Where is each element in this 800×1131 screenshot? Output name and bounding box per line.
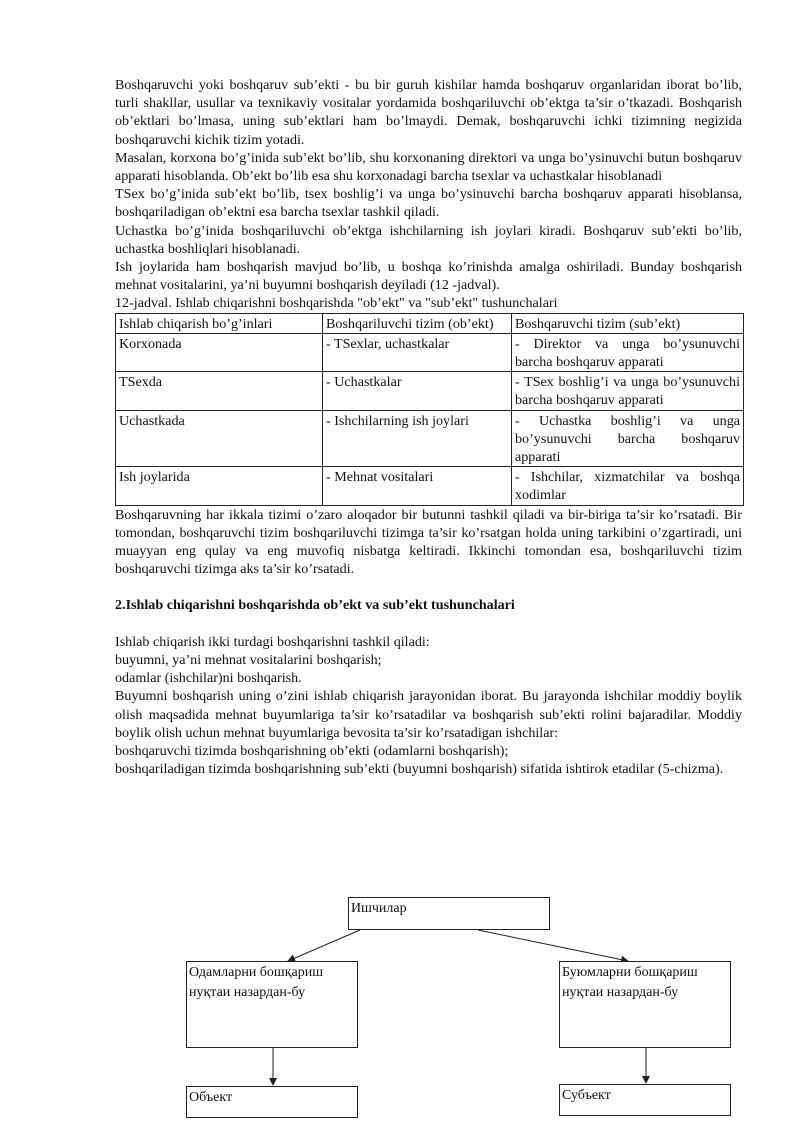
list-item: boshqaruvchi tizimda boshqarishning ob’ekti (odamlarni boshqarish); (115, 742, 509, 759)
box-people-management: Одамларни бошқариш нуқтаи назардан-бу (186, 961, 358, 1048)
table-cell: - Uchastkalar (323, 372, 512, 410)
box-subject: Субъект (559, 1084, 731, 1116)
table-caption: 12-jadval. Ishlab chiqarishni boshqarishda "ob’ekt" va "sub’ekt" tushunchalari (115, 295, 558, 312)
paragraph: Ishlab chiqarish ikki turdagi boshqarishni tashkil qiladi: (115, 633, 430, 650)
table-cell: - Uchastka boshlig’i va unga bo’ysunuvchi barcha boshqaruv apparati (512, 410, 744, 467)
table-cell: - TSexlar, uchastkalar (323, 333, 512, 371)
table-header-cell: Boshqariluvchi tizim (ob’ekt) (323, 313, 512, 333)
paragraph: Ish joylarida ham boshqarish mavjud bo’lib, u boshqa ko’rinishda amalga oshiriladi. Bunday boshqarish mehnat vositalarini, ya’ni buyumni boshqarish deyiladi (12 -jadval). (115, 259, 742, 294)
list-item: boshqariladigan tizimda boshqarishning sub’ekti (buyumni boshqarish) sifatida ishtirok etadilar (5-chizma). (115, 761, 724, 778)
paragraph: Uchastka bo’g’inida boshqariluvchi ob’ektga ishchilarning ish joylari kiradi. Boshqaruv sub’ekti bo’lib, uchastka boshliqlari hisoblanadi. (115, 222, 742, 257)
table-header-cell: Boshqaruvchi tizim (sub’ekt) (512, 313, 744, 333)
paragraph: Masalan, korxona bo’g’inida sub’ekt bo’lib, shu korxonaning direktori va unga bo’ysinuvchi butun boshqaruv apparati hisoblanda. Ob’ekt bo’lib esa shu korxonadagi barcha tsexlar va uchastkalar hisoblanadi (115, 149, 742, 185)
table-cell: Ish joylarida (116, 467, 323, 505)
table-cell: - TSex boshlig’i va unga bo’ysunuvchi barcha boshqaruv apparati (512, 372, 744, 410)
arrow-left (288, 930, 360, 961)
table-cell: TSexda (116, 372, 323, 410)
table-header-cell: Ishlab chiqarish bo’g’inlari (116, 313, 323, 333)
table-cell: - Ishchilar, xizmatchilar va boshqa xodimlar (512, 467, 744, 505)
list-item: buyumni, ya’ni mehnat vositalarini boshqarish; (115, 651, 382, 668)
table-cell: - Direktor va unga bo’ysunuvchi barcha boshqaruv apparati (512, 333, 744, 371)
list-item: odamlar (ishchilar)ni boshqarish. (115, 670, 302, 687)
paragraph: Buyumni boshqarish uning o’zini ishlab chiqarish jarayonidan iborat. Bu jarayonda ishchilar moddiy boylik olish maqsadida mehnat buyumlariga ta’sir ko’rsatadilar va boshqarish sub’ekti rolini bajaradilar. Moddiy boylik olish uchun mehnat buyumlariga bevosita ta’sir ko’rsatadigan ishchilar: (115, 688, 742, 741)
table-cell: - Ishchilarning ish joylari (323, 410, 512, 467)
table-cell: Uchastkada (116, 410, 323, 467)
paragraph: Boshqaruvchi yoki boshqaruv sub’ekti - bu bir guruh kishilar hamda boshqaruv organlaridan iborat bo’lib, turli shakllar, usullar va texnikaviy vositalar yordamida boshqariluvchi ob’ektga ta’sir o’tkazadi. Boshqarish ob’ektlari bo’lmasa, uning sub’ektlari ham bo’lmaydi. Demak, boshqaruvchi ichki tizimning negizida boshqaruvchi kichik tizim yotadi. (115, 77, 742, 148)
arrow-right (478, 930, 628, 961)
box-object: Объект (186, 1086, 358, 1118)
paragraph: Boshqaruvning har ikkala tizimi o’zaro aloqador bir butunni tashkil qiladi va bir-biriga ta’sir ko’rsatadi. Bir tomondan, boshqaruvchi tizim boshqariluvchi tizimga ta’sir ko’rsatgan holda uning tarkibini o’zgartiradi, uni muayyan eng qulay va eng muvofiq nisbatga keltiradi. Ikkinchi tomondan esa, boshqariluvchi tizim boshqaruvchi tizimga aks ta’sir ko’rsatadi. (115, 506, 742, 578)
table-cell: - Mehnat vositalari (323, 467, 512, 505)
section-heading: 2.Ishlab chiqarishni boshqarishda ob’ekt va sub’ekt tushunchalari (115, 597, 515, 614)
paragraph: TSex bo’g’inida sub’ekt bo’lib, tsex boshlig’i va unga bo’ysinuvchi barcha boshqaruv apparati hisoblansa, boshqariladigan ob’ektni esa barcha tsexlar tashkil qiladi. (115, 186, 742, 221)
box-object-management: Буюмларни бошқариш нуқтаи назардан-бу (559, 961, 731, 1048)
table-cell: Korxonada (116, 333, 323, 371)
box-workers: Ишчилар (348, 897, 550, 930)
